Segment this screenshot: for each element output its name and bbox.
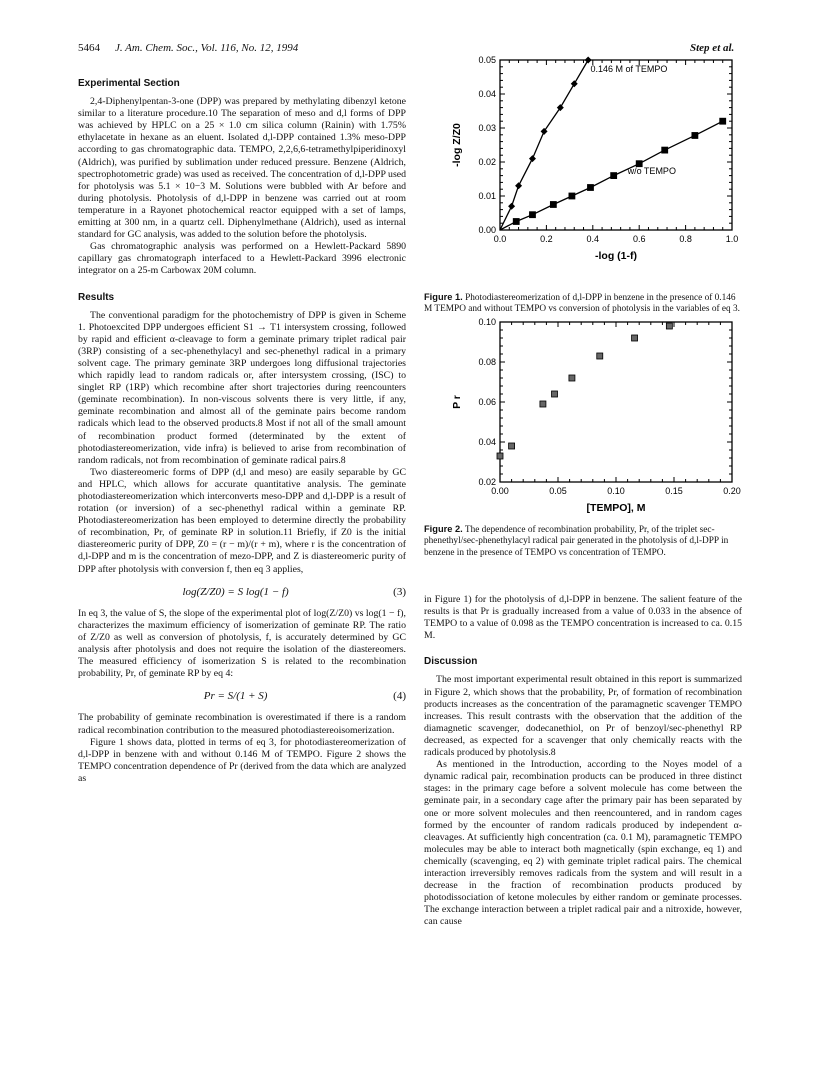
figure-2-caption-text: The dependence of recombination probability, Pr, of the triplet sec-phenethyl/sec-phenethylacyl radical pair generated in the photolysis of d,l-DPP in benzene in the presence of TEMPO vs concentration of TEMPO. (424, 525, 729, 558)
equation-3 (78, 586, 406, 598)
figure-2-series-1-point (497, 453, 503, 459)
figure-1-y-tick-label: 0.00 (478, 225, 496, 235)
figure-1-series-1-point (585, 57, 592, 64)
figure-1-series-2-point (662, 147, 668, 153)
figure-2-y-tick-label: 0.04 (478, 437, 496, 447)
figure-2-label: Figure 2. (424, 524, 463, 534)
figure-2-y-tick-label: 0.10 (478, 317, 496, 327)
figure-2-x-tick-label: 0.20 (723, 486, 741, 496)
figure-1-series-1-point (515, 182, 522, 189)
figure-1-x-tick-label: 0.4 (586, 234, 600, 244)
figure-2-series-1-point (552, 391, 558, 397)
results-paragraph-3: In eq 3, the value of S, the slope of the experimental plot of log(Z/Z0) vs log(1 − f), characterizes the maximum efficiency of isomerization of geminate RP. The ratio of Z/Z0 as well as conversion of photolysis, f, is accurately determined by GC analysis after photolysis and does not require the isolation of the diastereomers. The measured efficiency of isomerization S is related to the recombination probability, Pr, of geminate RP by eq 4: (78, 607, 406, 680)
running-authors: Step et al. (690, 42, 735, 54)
figure-2-series-1-point (569, 375, 575, 381)
figure-2-series-1-point (666, 323, 672, 329)
figure-2-plot-frame (500, 322, 732, 482)
experimental-paragraph-2: Gas chromatographic analysis was performed on a Hewlett-Packard 5890 capillary gas chromatograph interfaced to a Hewlett-Packard 3996 electronic integrator on a 25-m Carbowax 20M column. (78, 241, 406, 277)
equation-3-body: log(Z/Z0) = S log(1 − f) (182, 585, 289, 598)
figure-2-x-tick-label: 0.15 (665, 486, 683, 496)
figure-2-x-tick-label: 0.10 (607, 486, 625, 496)
figure-1-y-tick-label: 0.05 (478, 55, 496, 65)
figure-1-series-1-point (529, 155, 536, 162)
results-paragraph-5: Figure 1 shows data, plotted in terms of eq 3, for photodiastereomerization of d,l-DPP in benzene with and without 0.146 M of TEMPO. Figure 2 shows the TEMPO concentration dependence of Pr (derived from the data which are analyzed as (78, 736, 406, 784)
figure-2-y-tick-label: 0.02 (478, 477, 496, 487)
discussion-paragraph-2: As mentioned in the Introduction, according to the Noyes model of a dynamic radical pair, recombination products can be produced in three distinct stages: in the primary cage before a solvent molecule has come between the geminate pair, in a secondary cage after the primary pair has been separated by one or more solvent molecules and then reencountered, and in random cages formed by the encounter of random radicals produced by independent α-cleavages. At sufficiently high concentration (ca. 0.1 M), paramagnetic TEMPO molecules may be able to interact both magnetically (spin exchange, eq 1) and chemically (scavenging, eq 2) with geminate triplet radical pairs. The chemical interaction irreversibly removes radicals from the system and will result in a decrease in the fraction of recombination products produced by photodissociation of ketone molecules by either random or geminate processes. The exchange interaction between a triplet radical pair and a nitroxide, however, can cause (424, 759, 742, 928)
section-experimental-title: Experimental Section (78, 78, 180, 89)
equation-4-number: (4) (393, 690, 406, 703)
figure-1-y-tick-label: 0.01 (478, 191, 496, 201)
figure-1-x-axis-label: -log (1-f) (595, 250, 637, 262)
figure-1-x-tick-label: 0.2 (540, 234, 553, 244)
discussion-paragraph-1: The most important experimental result obtained in this report is summarized in Figure 2, which shows that the probability, Pr, of formation of recombination products increases as the concentration of the paramagnetic scavenger TEMPO increases. This result contrasts with the observation that the addition of the diamagnetic scavenger, dodecanethiol, on Pr of benzoyl/sec-phenethyl RP decreased, as expected for a scavenger that only chemically reacts with the radicals produced by photolysis.8 (424, 674, 742, 759)
figure-1-y-tick-label: 0.03 (478, 123, 496, 133)
figure-1-y-axis-label: -log Z/Z0 (451, 123, 463, 167)
experimental-paragraph-1: 2,4-Diphenylpentan-3-one (DPP) was prepared by methylating dibenzyl ketone similar to a literature procedure.10 The separation of meso and d,l forms of DPP was achieved by HPLC on a 25 × 1.0 cm silica column (Rainin) with 1.75% ethylacetate in hexane as an eluent. Isolated d,l-DPP contained 1.3% meso-DPP according to gas chromatographic data. TEMPO, 2,2,6,6-tetramethylpiperidinoxyl (Aldrich), was purified by sublimation under reduced pressure. Benzene (Aldrich, spectrophotometric grade) was used as received. The concentration of d,l-DPP used for photolysis was 5.1 × 10−3 M. Solutions were bubbled with Ar before and during photolysis. Photolysis of d,l-DPP in benzene was carried out at room temperature in a Rayonet photochemical reactor equipped with a set of lamps, emitting at 300 nm, in a quartz cell. Diphenylmethane (Aldrich), used as internal standard for GC analysis, was added to the solution before the photolysis. (78, 96, 406, 241)
figure-2-series-1-point (597, 353, 603, 359)
figure-1-series-2-point (569, 193, 575, 199)
figure-2-caption (424, 524, 742, 559)
figure-2-chart (412, 312, 742, 530)
page-number: 5464 (78, 42, 100, 54)
figure-1-y-tick-label: 0.02 (478, 157, 496, 167)
figure-1-x-tick-label: 1.0 (725, 234, 739, 244)
figure-2-series-1-point (632, 335, 638, 341)
figure-2-y-tick-label: 0.06 (478, 397, 496, 407)
figure-1-series-1-label: 0.146 M of TEMPO (590, 63, 668, 74)
figure-1-series-1-point (508, 203, 515, 210)
figure-1-y-tick-label: 0.04 (478, 89, 496, 99)
figure-1-series-1-point (571, 80, 578, 87)
figure-2-y-tick-label: 0.08 (478, 357, 496, 367)
figure-1-series-2-point (529, 212, 535, 218)
equation-4-body: Pr = S/(1 + S) (203, 690, 268, 703)
equation-3-number: (3) (393, 585, 406, 598)
figure-1-series-2-point (692, 132, 698, 138)
results-paragraph-4: The probability of geminate recombination is overestimated if there is a random radical recombination contribution to the measured photodiastereoisomerization. (78, 712, 406, 736)
equation-4 (78, 690, 406, 702)
results-paragraph-6: in Figure 1) for the photolysis of d,l-DPP in benzene. The salient feature of the results is that Pr is gradually increased from a value of 0.033 in the absence of TEMPO to a value of 0.098 as the TEMPO concentration is increased to ca. 0.15 M. (424, 594, 742, 642)
figure-2-series-1-point (540, 401, 546, 407)
journal-citation: J. Am. Chem. Soc., Vol. 116, No. 12, 1994 (115, 42, 299, 54)
figure-1-plot-frame (500, 60, 732, 230)
figure-1-series-2-label: w/o TEMPO (627, 165, 676, 176)
figure-2-series-1-point (509, 443, 515, 449)
figure-1-x-tick-label: 0.0 (493, 234, 507, 244)
figure-1-caption-text: Photodiastereomerization of d,l-DPP in benzene in the presence of 0.146 M TEMPO and without TEMPO vs conversion of photolysis in the variables of eq 3. (424, 293, 740, 315)
right-column (424, 594, 742, 928)
figure-2-x-tick-label: 0.00 (491, 486, 509, 496)
figure-1-label: Figure 1. (424, 292, 463, 302)
left-column (78, 78, 406, 785)
figure-2-y-axis-label: P r (451, 395, 463, 409)
figure-1-series-2-point (587, 185, 593, 191)
results-paragraph-2: Two diastereomeric forms of DPP (d,l and meso) are easily separable by GC and HPLC, which allows for accurate quantitative analysis. The geminate photodiastereomerization which interconverts meso-DPP and d,l-DPP is a result of rotation (or inversion) of a sec-phenethyl radical within a geminate RP. Photodiastereomerization has been employed to determine directly the probability of recombination, Pr, of geminate RP in solution.11 Briefly, if Z0 is the initial diastereomeric purity of DPP, Z0 = (r − m)/(r + m), where r is the concentration of d,l-DPP and m is the concentration of mezo-DPP, and Z is diastereomeric purity of DPP after photolysis with conversion f, then eq 3 applies, (78, 466, 406, 575)
figure-1-x-tick-label: 0.6 (632, 234, 646, 244)
figure-1-series-2-point (513, 219, 519, 225)
figure-1-x-tick-label: 0.8 (679, 234, 692, 244)
figure-1-series-2-point (611, 173, 617, 179)
figure-1-series-2-point (720, 118, 726, 124)
results-paragraph-1: The conventional paradigm for the photochemistry of DPP is given in Scheme 1. Photoexcited DPP undergoes efficient S1 → T1 intersystem crossing, followed by rapid and efficient α-cleavage to form a geminate primary triplet radical pair (3RP) consisting of a sec-phenethylacyl and sec-phenethyl radical in a primary solvent cage. The primary geminate 3RP undergoes long diffusional trajectories which rapidly lead to random radicals or, after intersystem crossing, (ISC) to singlet RP (1RP) which recombine after short trajectories during reencounters (geminate recombination). In non-viscous solvents there is very little, if any, geminate recombination and almost all of the geminate pairs become random radicals which lead to the observed products.8 Most if not all of the small amount of recombination product formed (determinated by the extent of photodiastereomerization, vide infra) is believed to arise from recombination of random radicals, not from recombination of geminate radical pairs.8 (78, 309, 406, 466)
figure-2-x-tick-label: 0.05 (549, 486, 567, 496)
section-results-title: Results (78, 291, 115, 303)
figure-2-x-axis-label: [TEMPO], M (586, 502, 646, 514)
figure-1-series-2-point (550, 202, 556, 208)
section-discussion-title: Discussion (424, 656, 478, 668)
figure-1-chart (412, 52, 742, 284)
